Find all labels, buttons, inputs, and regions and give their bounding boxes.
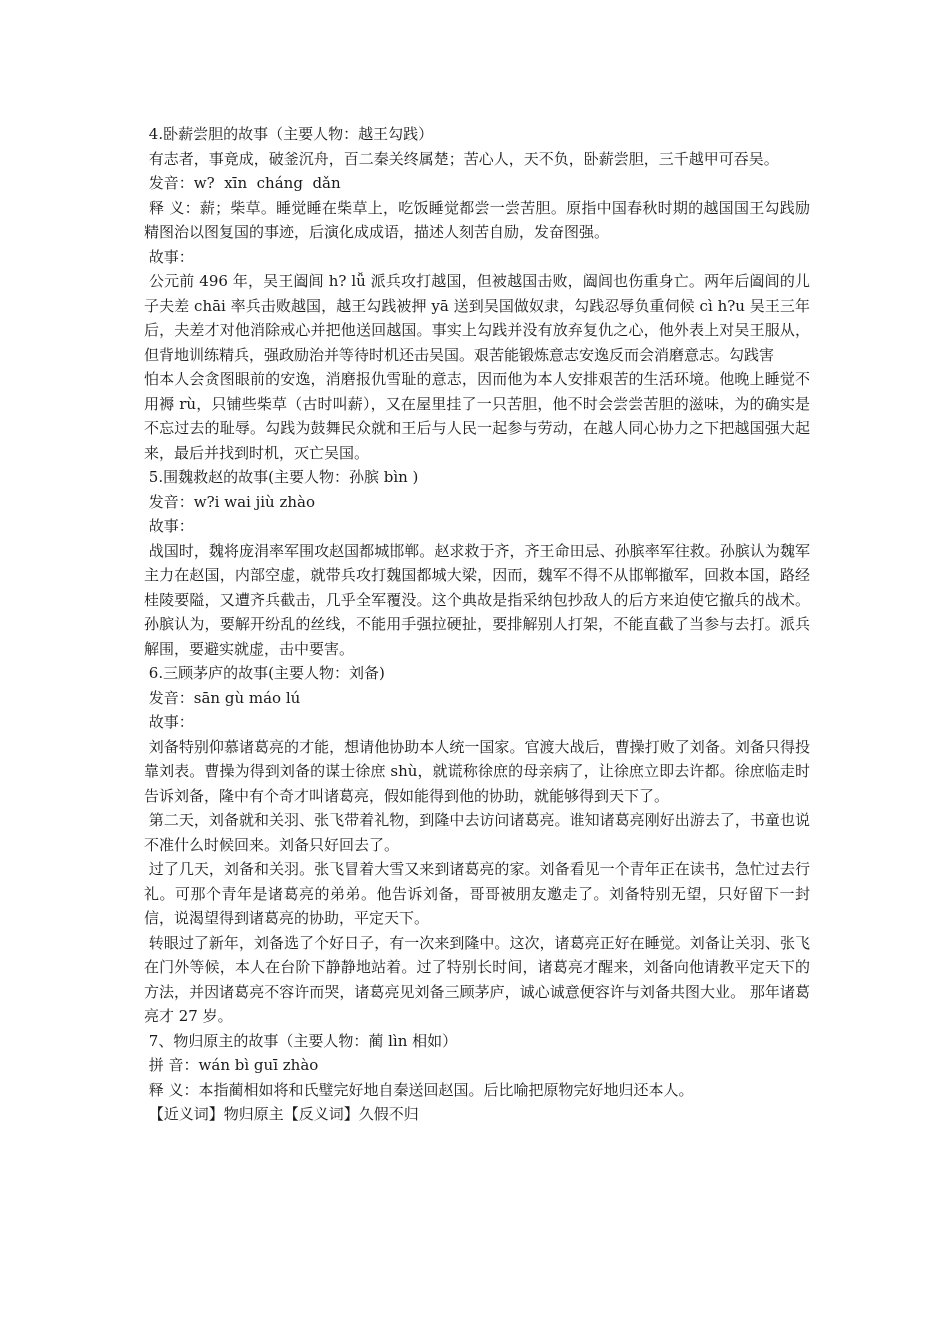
synonym-antonym: 【近义词】物归原主【反义词】久假不归 bbox=[144, 1105, 419, 1123]
section-title-wo-xin-chang-dan: 4.卧薪尝胆的故事（主要人物：越王勾践） bbox=[144, 125, 434, 143]
story-paragraph: 刘备特别仰慕诸葛亮的才能，想请他协助本人统一国家。官渡大战后，曹操打败了刘备。刘备只得投靠刘表。曹操为得到刘备的谋士徐庶 shù，就谎称徐庶的母亲病了，让徐庶立即去许都。徐庶临走时告诉刘备，隆中有个奇才叫诸葛亮，假如能得到他的协助，就能够得到天下了。 bbox=[144, 737, 810, 805]
section-title-wei-wei-jiu-zhao: 5.围魏救赵的故事(主要人物：孙膑 bìn ) bbox=[144, 468, 419, 486]
story-label: 故事： bbox=[144, 517, 194, 535]
story-paragraph: 过了几天，刘备和关羽。张飞冒着大雪又来到诸葛亮的家。刘备看见一个青年正在读书，急忙过去行礼。可那个青年是诸葛亮的弟弟。他告诉刘备，哥哥被朋友邀走了。刘备特别无望，只好留下一封信，说渴望得到诸葛亮的协助，平定天下。 bbox=[144, 860, 810, 927]
pronunciation: 发音：w?i wai jiù zhào bbox=[144, 492, 315, 511]
document-page bbox=[144, 122, 810, 1127]
story-paragraph: 转眼过了新年，刘备选了个好日子，有一次来到隆中。这次，诸葛亮正好在睡觉。刘备让关羽、张飞在门外等候，本人在台阶下静静地站着。过了特别长时间，诸葛亮才醒来，刘备向他请教平定天下的方法，并因诸葛亮不容许而哭，诸葛亮见刘备三顾茅庐，诚心诚意便容许与刘备共图大业。 那年诸葛亮才 27 岁。 bbox=[144, 933, 810, 1025]
couplet-text: 有志者，事竟成，破釜沉舟，百二秦关终属楚；苦心人，天不负，卧薪尝胆，三千越甲可吞吴。 bbox=[144, 149, 779, 168]
section-title-san-gu-mao-lu: 6.三顾茅庐的故事(主要人物：刘备) bbox=[144, 664, 385, 682]
definition: 释 义：本指蔺相如将和氏璧完好地自秦送回赵国。后比喻把原物完好地归还本人。 bbox=[144, 1080, 694, 1099]
story-label: 故事： bbox=[144, 247, 194, 266]
story-label: 故事： bbox=[144, 713, 194, 731]
pronunciation: 发音：sān gù máo lú bbox=[144, 688, 301, 707]
definition: 释 义：薪；柴草。睡觉睡在柴草上，吃饭睡觉都尝一尝苦胆。原指中国春秋时期的越国国王勾践励精图治以图复国的事迹，后演化成成语，描述人刻苦自励，发奋图强。 bbox=[144, 198, 810, 241]
pronunciation: 发音：w? xīn cháng dǎn bbox=[144, 174, 341, 192]
story-paragraph: 第二天，刘备就和关羽、张飞带着礼物，到隆中去访问诸葛亮。谁知诸葛亮刚好出游去了，书童也说不准什么时候回来。刘备只好回去了。 bbox=[144, 811, 810, 854]
section-title-wu-gui-yuan-zhu: 7、物归原主的故事（主要人物：蔺 lìn 相如） bbox=[144, 1031, 458, 1050]
story-paragraph: 怕本人会贪图眼前的安逸，消磨报仇雪耻的意志，因而他为本人安排艰苦的生活环境。他晚上睡觉不用褥 rù，只铺些柴草（古时叫薪），又在屋里挂了一只苦胆，他不时会尝尝苦胆的滋味，为的确实是不忘过去的耻辱。勾践为鼓舞民众就和王后与人民一起参与劳动，在越人同心协力之下把越国强大起来，最后并找到时机，灭亡吴国。 bbox=[144, 370, 810, 462]
story-paragraph: 战国时，魏将庞涓率军围攻赵国都城邯郸。赵求救于齐，齐王命田忌、孙膑率军往救。孙膑认为魏军主力在赵国，内部空虚，就带兵攻打魏国都城大梁，因而，魏军不得不从邯郸撤军，回救本国，路经桂陵要隘，又遭齐兵截击，几乎全军覆没。这个典故是指采纳包抄敌人的后方来迫使它撤兵的战术。孙膑认为，要解开纷乱的丝线，不能用手强拉硬扯，要排解别人打架，不能直截了当参与去打。派兵解围，要避实就虚，击中要害。 bbox=[144, 541, 810, 658]
pronunciation: 拼 音：wán bì guī zhào bbox=[144, 1056, 319, 1074]
story-paragraph: 公元前 496 年，吴王阖闾 h? lǚ 派兵攻打越国，但被越国击败，阖闾也伤重身亡。两年后阖闾的儿子夫差 chāi 率兵击败越国，越王勾践被押 yā 送到吴国做奴隶，勾践忍辱负重伺候 cì h?u 吴王三年后，夫差才对他消除戒心并把他送回越国。事实上勾践并没有放弃复仇之心，他外表上对吴王服从，但背地训练精兵，强政励治并等待时机还击吴国。艰苦能锻炼意志安逸反而会消磨意志。勾践害 bbox=[144, 272, 810, 364]
